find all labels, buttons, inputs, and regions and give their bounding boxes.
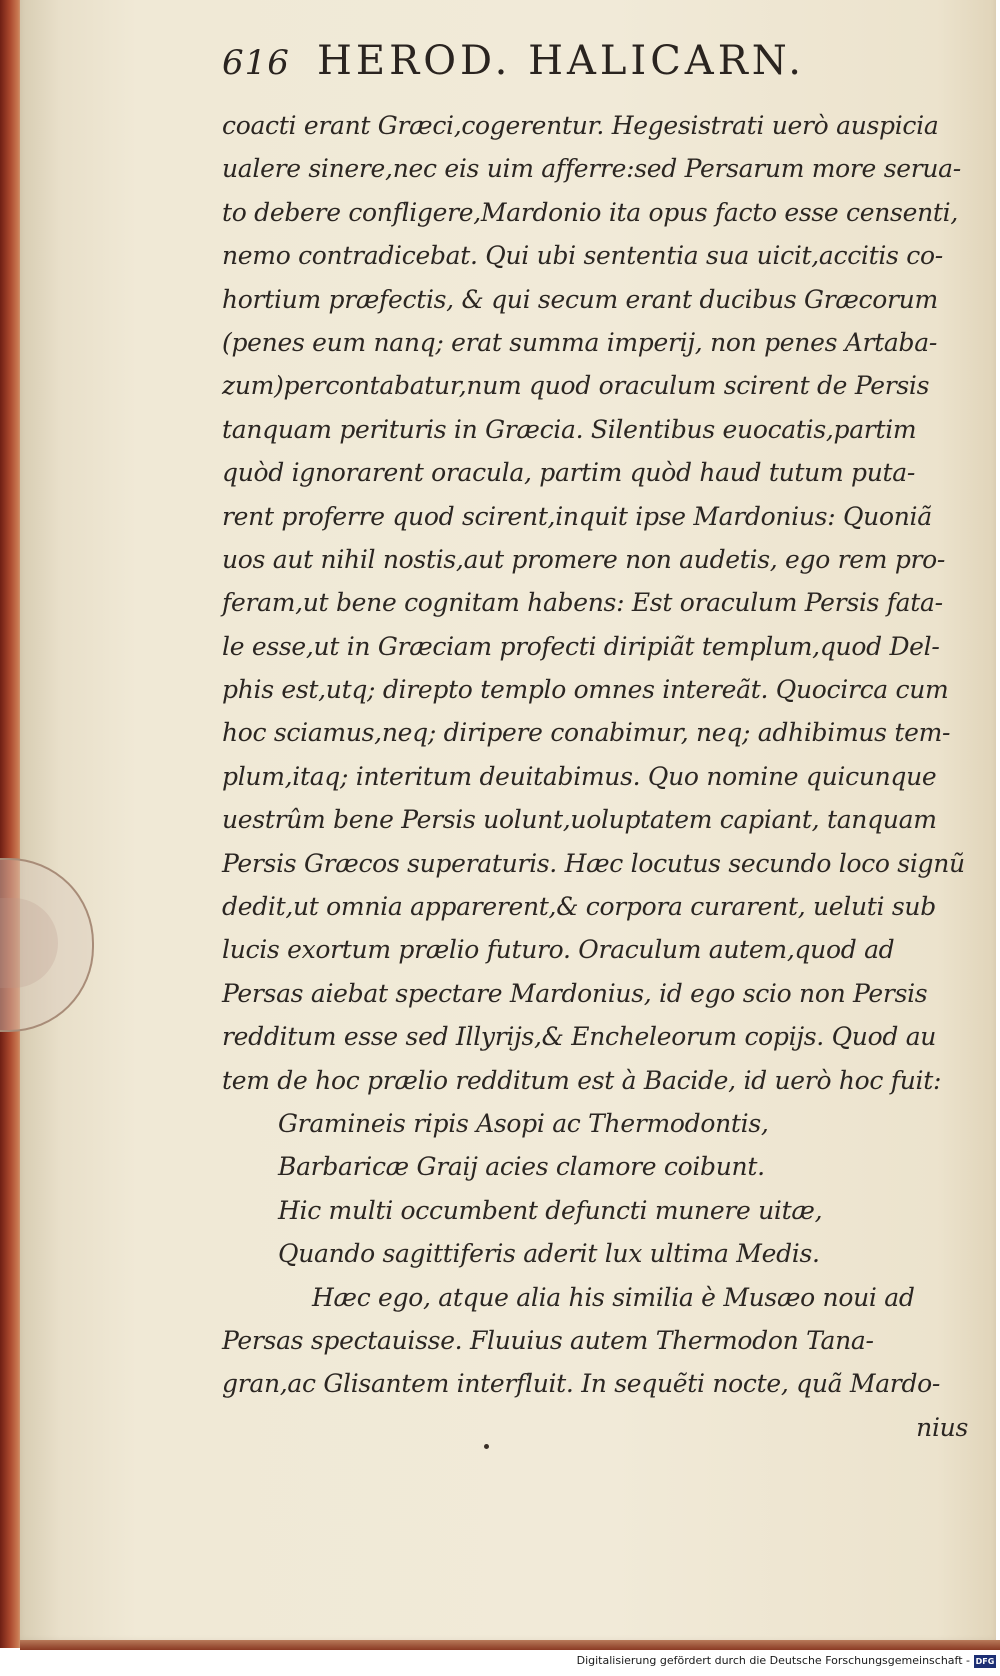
catchword: nius bbox=[916, 1412, 968, 1442]
text-line: uestrûm bene Persis uolunt,uoluptatem capiant, tanquam bbox=[222, 805, 937, 835]
text-line: uos aut nihil nostis,aut promere non audetis, ego rem pro- bbox=[222, 544, 946, 574]
text-line: Persis Græcos superaturis. Hæc locutus secundo loco signũ bbox=[222, 848, 965, 878]
text-line: to debere confligere,Mardonio ita opus facto esse censenti, bbox=[222, 197, 958, 227]
page-number: 616 bbox=[222, 43, 290, 83]
ink-speck bbox=[484, 1444, 489, 1449]
text-line: Persas aiebat spectare Mardonius, id ego scio non Persis bbox=[222, 978, 928, 1008]
page-header bbox=[222, 38, 942, 98]
text-line: Hæc ego, atque alia his similia è Musæo noui ad bbox=[312, 1282, 915, 1312]
text-line: hoc sciamus,neq; diripere conabimur, neq; adhibimus tem- bbox=[222, 718, 951, 748]
text-line: (penes eum nanq; erat summa imperij, non penes Artaba- bbox=[222, 327, 937, 357]
text-line: rent proferre quod scirent,inquit ipse Mardonius: Quoniã bbox=[222, 501, 932, 531]
text-line: tanquam perituris in Græcia. Silentibus euocatis,partim bbox=[222, 414, 917, 444]
text-line: redditum esse sed Illyrijs,& Encheleorum copijs. Quod au bbox=[222, 1022, 937, 1052]
running-head: HEROD. HALICARN. bbox=[317, 38, 805, 84]
text-line: le esse,ut in Græciam profecti diripiãt templum,quod Del- bbox=[222, 631, 940, 661]
text-line: nemo contradicebat. Qui ubi sententia sua uicit,accitis co- bbox=[222, 241, 943, 271]
verse-line: Hic multi occumbent defuncti munere uitæ, bbox=[278, 1195, 823, 1225]
text-line: Persas spectauisse. Fluuius autem Thermodon Tana- bbox=[222, 1325, 874, 1355]
text-line: dedit,ut omnia apparerent,& corpora curarent, ueluti sub bbox=[222, 892, 936, 922]
text-line: zum)percontabatur,num quod oraculum scirent de Persis bbox=[222, 371, 930, 401]
text-line: ualere sinere,nec eis uim afferre:sed Persarum more serua- bbox=[222, 154, 961, 184]
text-line: quòd ignorarent oracula, partim quòd haud tutum puta- bbox=[222, 458, 916, 488]
text-line: hortium præfectis, & qui secum erant ducibus Græcorum bbox=[222, 284, 938, 314]
text-line: gran,ac Glisantem interfluit. In sequẽti nocte, quã Mardo- bbox=[222, 1369, 941, 1399]
page-body bbox=[222, 104, 982, 1449]
text-line: lucis exortum prælio futuro. Oraculum autem,quod ad bbox=[222, 935, 895, 965]
text-line: plum,itaq; interitum deuitabimus. Quo nomine quicunque bbox=[222, 761, 937, 791]
verse-line: Barbaricæ Graij acies clamore coibunt. bbox=[278, 1152, 765, 1182]
page-bottom-edge bbox=[20, 1640, 1000, 1650]
digitization-footer bbox=[0, 1652, 1000, 1676]
text-line: tem de hoc prælio redditum est à Bacide, id uerò hoc fuit: bbox=[222, 1065, 942, 1095]
text-line: feram,ut bene cognitam habens: Est oraculum Persis fata- bbox=[222, 588, 943, 618]
text-line: phis est,utq; direpto templo omnes intereãt. Quocirca cum bbox=[222, 675, 949, 705]
dfg-logo: DFG bbox=[975, 1657, 995, 1666]
verse-line: Quando sagittiferis aderit lux ultima Medis. bbox=[278, 1239, 820, 1269]
text-line: coacti erant Græci,cogerentur. Hegesistrati uerò auspicia bbox=[222, 111, 939, 140]
verse-line: Gramineis ripis Asopi ac Thermodontis, bbox=[278, 1108, 769, 1138]
funding-credit: Digitalisierung gefördert durch die Deutsche Forschungsgemeinschaft - bbox=[576, 1654, 970, 1667]
